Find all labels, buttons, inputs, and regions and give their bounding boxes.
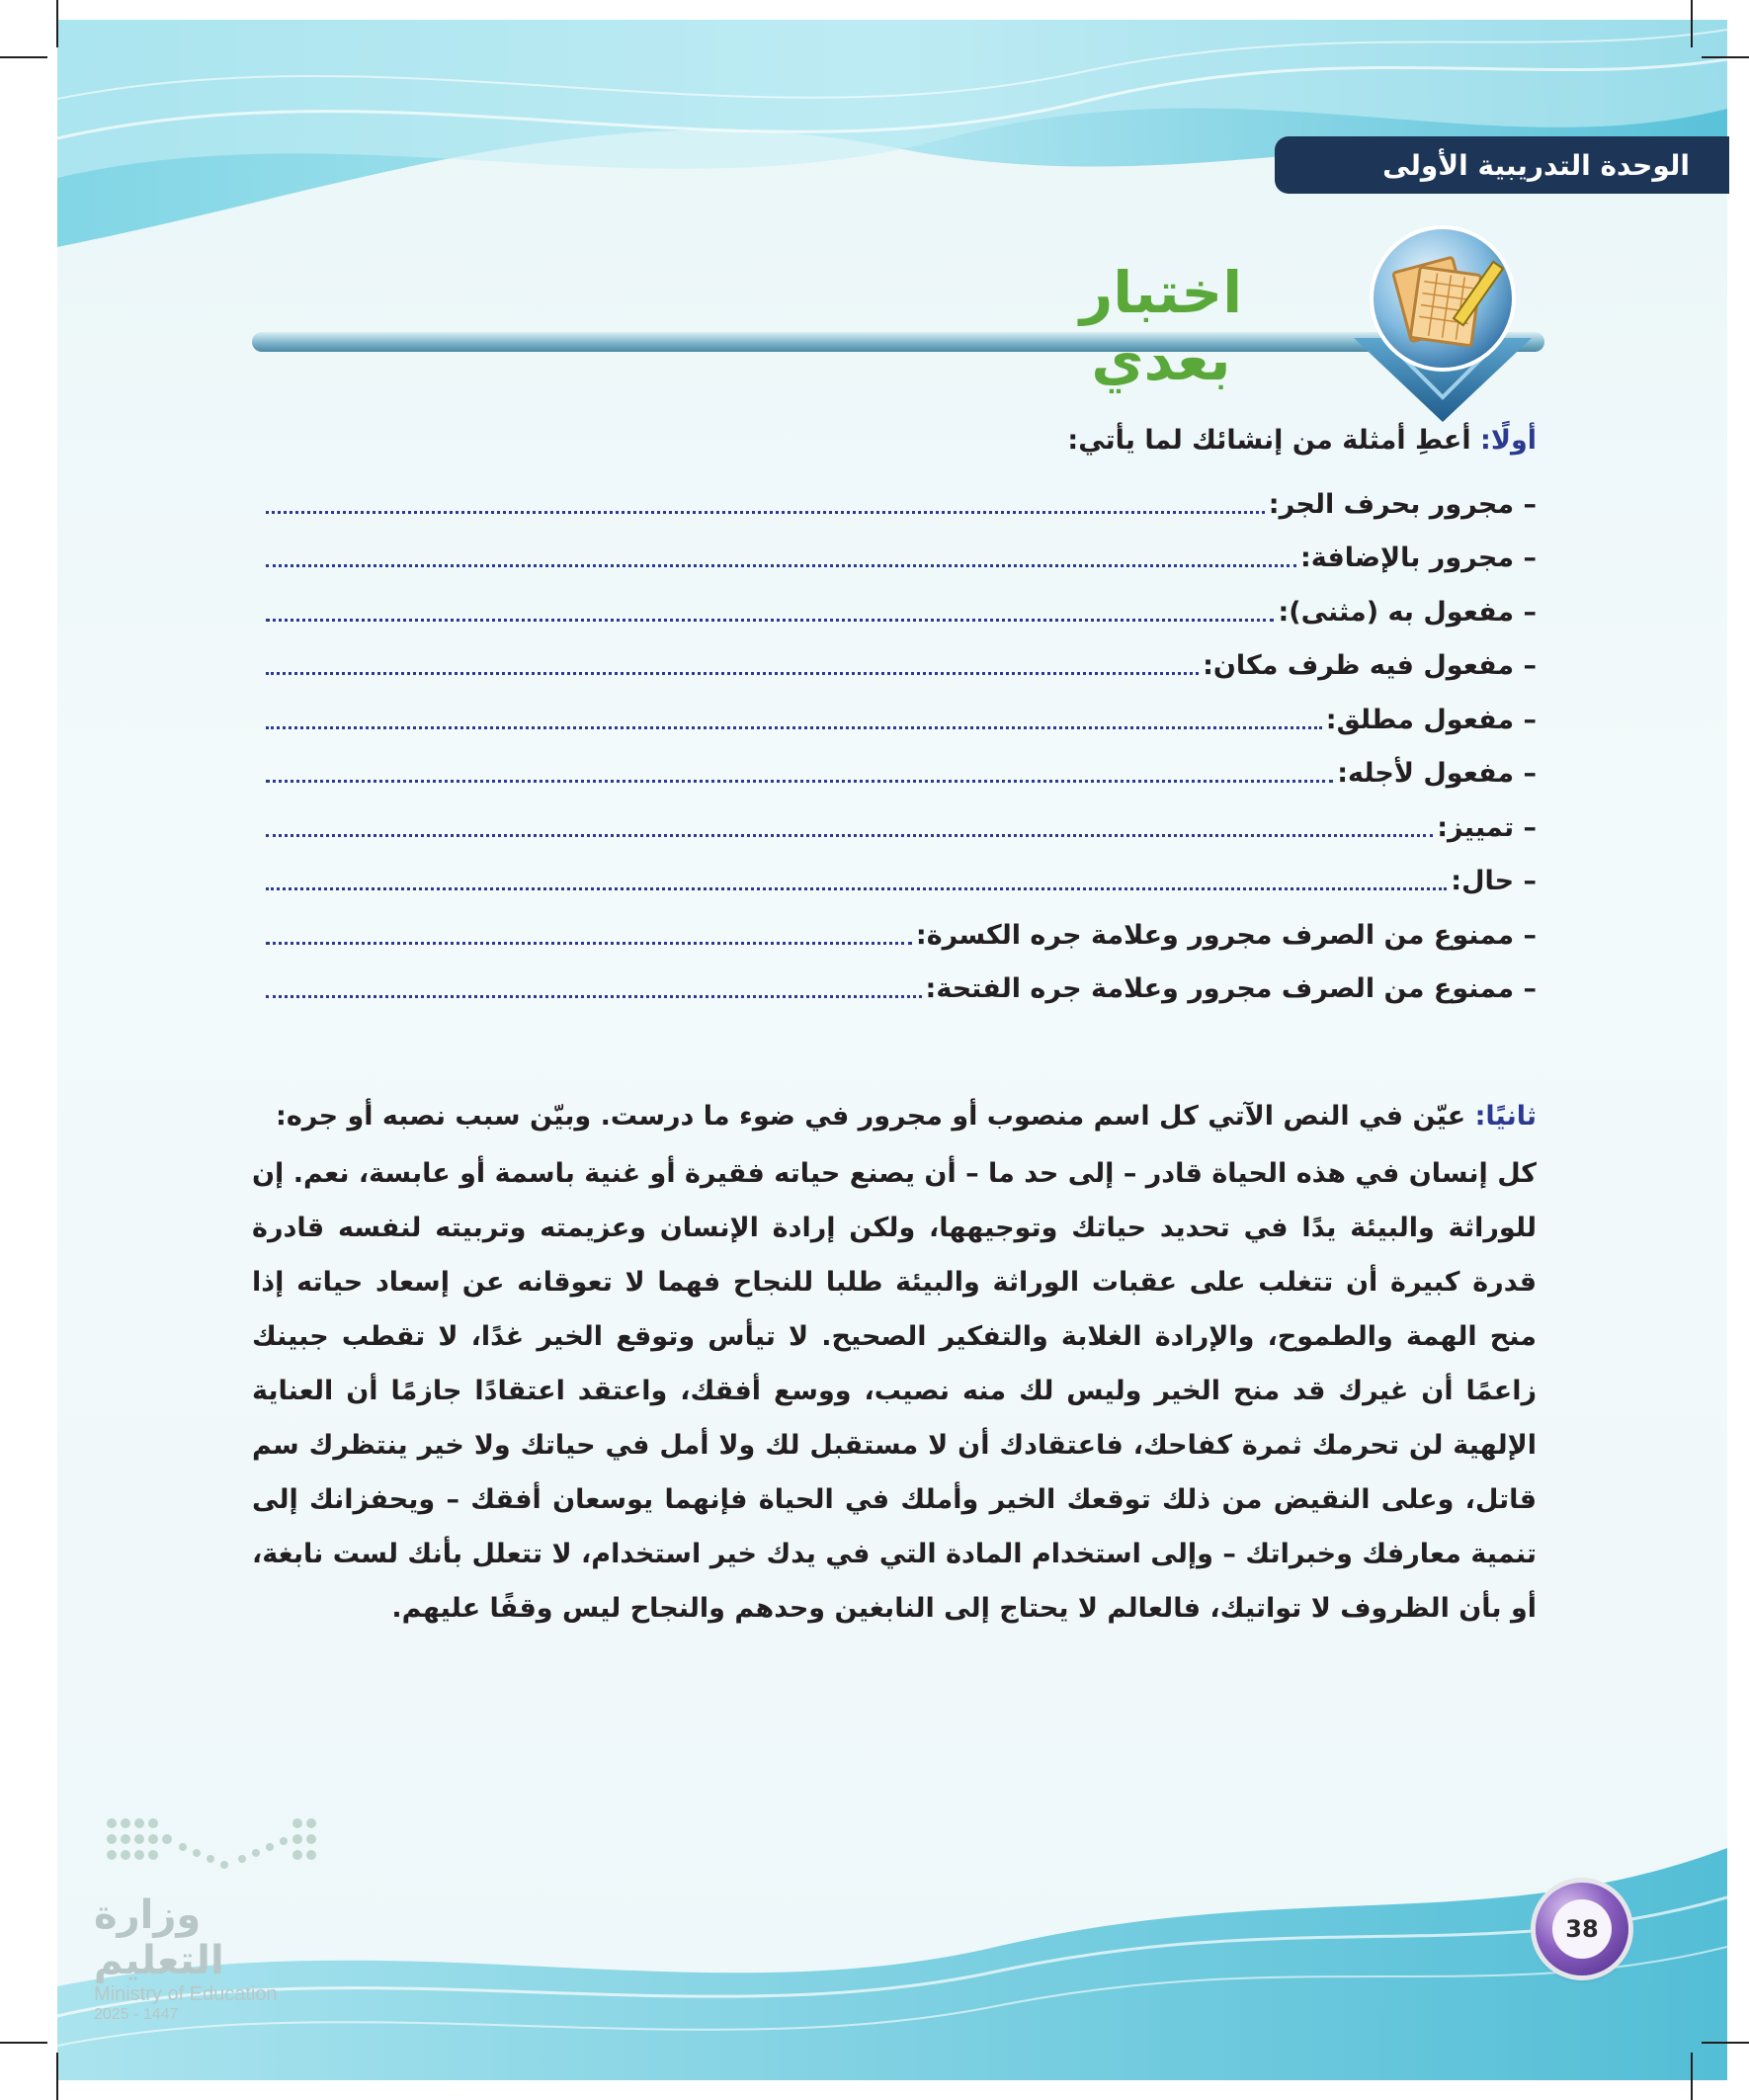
list-item[interactable] [262, 747, 1537, 801]
list-item[interactable] [262, 532, 1537, 586]
section-two [252, 1095, 1537, 1636]
section-one-instruction: أعطِ أمثلة من إنشائك لما يأتي: [1067, 425, 1471, 456]
list-item[interactable] [262, 585, 1537, 639]
list-item[interactable] [262, 639, 1537, 694]
ministry-name-ar: وزارة التعليم [94, 1892, 224, 1983]
exercise-label: – مجرور بالإضافة: [1299, 543, 1537, 574]
answer-line[interactable] [266, 818, 1433, 837]
exercise-label: – حال: [1451, 866, 1537, 897]
section-two-instruction: عيّن في النص الآتي كل اسم منصوب أو مجرور في ضوء ما درست. وبيّن سبب نصبه أو جره: [276, 1101, 1466, 1132]
answer-line[interactable] [266, 603, 1274, 622]
answer-line[interactable] [266, 926, 912, 945]
exercise-label: – مفعول به (مثنى): [1278, 596, 1537, 628]
ministry-dots-icon [104, 1813, 321, 1883]
paper-pencil-icon [1334, 219, 1551, 427]
page-title: اختبار بعدي [1079, 259, 1243, 393]
page-number: 38 [1552, 1899, 1612, 1959]
list-item[interactable] [262, 477, 1537, 532]
section-one-label: أولًا: [1480, 425, 1537, 456]
exercise-label: – ممنوع من الصرف مجرور وعلامة جره الفتحة: [925, 973, 1537, 1005]
answer-line[interactable] [266, 495, 1265, 514]
section-two-heading [252, 1095, 1537, 1138]
answer-line[interactable] [266, 764, 1333, 783]
section-one [262, 425, 1537, 1016]
exercise-label: – تمييز: [1437, 811, 1537, 843]
answer-line[interactable] [266, 711, 1322, 729]
ministry-year: 2025 - 1447 [94, 2006, 179, 2023]
unit-banner [1275, 136, 1729, 194]
ministry-logo [94, 1813, 321, 2024]
exercise-label: – مفعول لأجله: [1337, 758, 1537, 790]
list-item[interactable] [262, 963, 1537, 1017]
answer-line[interactable] [266, 872, 1447, 890]
list-item[interactable] [262, 855, 1537, 909]
section-two-label: ثانيًا: [1474, 1101, 1537, 1132]
unit-title: الوحدة التدريبية الأولى [1382, 148, 1690, 182]
answer-line[interactable] [266, 656, 1199, 675]
answer-line[interactable] [266, 548, 1296, 567]
exercise-label: – ممنوع من الصرف مجرور وعلامة جره الكسرة: [915, 919, 1537, 951]
page-number-badge [1536, 1883, 1628, 1975]
exercise-label: – مجرور بحرف الجر: [1268, 488, 1537, 520]
exercise-label: – مفعول مطلق: [1325, 704, 1537, 735]
exercise-list [262, 477, 1537, 1016]
list-item[interactable] [262, 800, 1537, 855]
exercise-label: – مفعول فيه ظرف مكان: [1203, 650, 1537, 682]
passage-text: كل إنسان في هذه الحياة قادر – إلى حد ما – أن يصنع حياته فقيرة أو غنية باسمة أو عابسة، نعم. إن للوراثة والبيئة يدًا في تحديد حياتك وتوجيهها، ولكن إرادة الإنسان وعزيمته وتربيته لنفسه قادرة قدرة كبيرة أن تتغلب على عقبات الوراثة والبيئة طلبا للنجاح فهما لا تعوقانه عن إسعاد حياته إذا منح الهمة والطموح، والإرادة الغلابة والتفكير الصحيح. لا تيأس وتوقع الخير غدًا، لا تقطب جبينك زاعمًا أن غيرك قد منح الخير وليس لك منه نصيب، ووسع أفقك، واعتقد اعتقادًا جازمًا أن العناية الإلهية لن تحرمك ثمرة كفاحك، فاعتقادك أن لا مستقبل لك ولا أمل في حياتك ولا خير ينتظرك سم قاتل، وعلى النقيض من ذلك توقعك الخير وأملك في الحياة فإنهما يوسعان أفقك – ويحفزانك إلى تنمية معارفك وخبراتك – وإلى استخدام المادة التي في يدك خير استخدام، لا تتعلل بأنك لست نابغة، أو بأن الظروف لا تواتيك، فالعالم لا يحتاج إلى النابغين وحدهم والنجاح ليس وقفًا عليهم. [252, 1158, 1537, 1624]
answer-line[interactable] [266, 979, 922, 998]
list-item[interactable] [262, 693, 1537, 747]
list-item[interactable] [262, 908, 1537, 963]
section-one-heading [262, 425, 1537, 456]
ministry-name-en: Ministry of Education [94, 1983, 278, 2005]
